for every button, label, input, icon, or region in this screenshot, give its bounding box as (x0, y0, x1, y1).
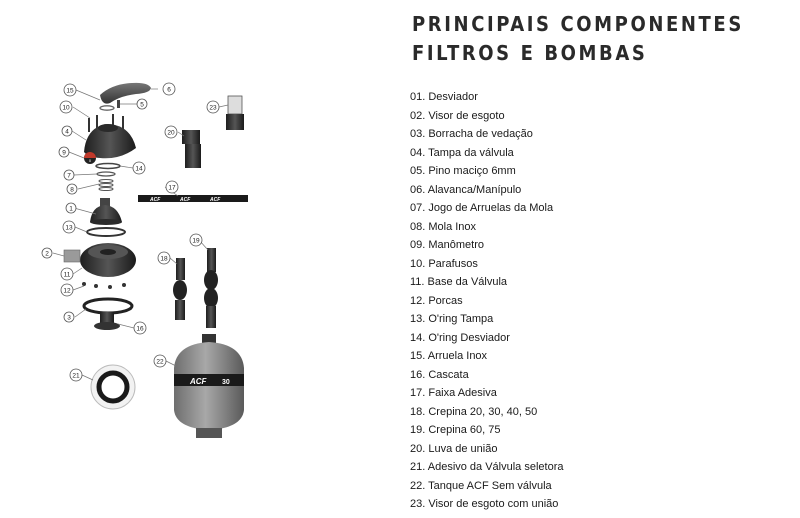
callout-8 (67, 184, 77, 194)
tank-size-label: 30 (222, 379, 230, 386)
cover-oring-part (87, 228, 125, 236)
part-item: 13. O'ring Tampa (410, 313, 494, 325)
callout-22 (154, 355, 166, 367)
svg-text:5: 5 (140, 101, 144, 109)
callout-19 (190, 234, 202, 246)
callout-17 (166, 181, 178, 193)
strip-label-2: ACF (180, 197, 191, 203)
part-item: 09. Manômetro (410, 239, 484, 251)
svg-text:4: 4 (65, 128, 69, 136)
strainer-20-50-part (173, 258, 187, 320)
part-item: 18. Crepina 20, 30, 40, 50 (410, 405, 538, 418)
part-item: 10. Parafusos (410, 257, 478, 270)
svg-text:11: 11 (63, 271, 71, 279)
callout-2 (42, 248, 52, 258)
part-item: 04. Tampa da válvula (410, 146, 514, 159)
callout-10 (60, 101, 72, 113)
part-item: 11. Base da Válvula (410, 276, 508, 288)
sealing-rubber-part (84, 299, 132, 313)
callout-14 (133, 162, 145, 174)
callout-6 (163, 83, 175, 95)
callout-21 (70, 369, 82, 381)
adhesive-strip-part (138, 195, 248, 203)
part-item: 20. Luva de união (410, 442, 498, 455)
svg-text:6: 6 (167, 86, 171, 94)
svg-text:22: 22 (156, 358, 164, 366)
svg-text:20: 20 (167, 129, 175, 137)
svg-text:2: 2 (45, 250, 49, 258)
drain-sight-glass-part (64, 250, 80, 262)
svg-text:16: 16 (136, 325, 144, 333)
page-title: PRINCIPAIS COMPONENTES FILTROS E BOMBAS (412, 12, 744, 65)
callout-18 (158, 252, 170, 264)
svg-text:19: 19 (192, 237, 200, 245)
part-item: 05. Pino maciço 6mm (410, 165, 516, 177)
callout-20 (165, 126, 177, 138)
callout-12 (61, 284, 73, 296)
callout-4 (62, 126, 72, 136)
diverter-part (90, 198, 122, 225)
strip-label-3: ACF (210, 197, 221, 203)
part-item: 23. Visor de esgoto com união (410, 498, 559, 510)
part-item: 01. Desviador (410, 91, 478, 103)
part-item: 02. Visor de esgoto (410, 109, 505, 122)
nuts-part (82, 282, 126, 289)
callout-9 (59, 147, 69, 157)
spring-part (99, 180, 113, 191)
part-item: 14. O'ring Desviador (410, 331, 510, 344)
svg-text:14: 14 (135, 165, 143, 173)
svg-text:10: 10 (62, 104, 70, 112)
callout-leader-lines (53, 86, 228, 380)
part-item: 16. Cascata (410, 368, 469, 381)
parts-list (410, 88, 564, 514)
svg-text:23: 23 (209, 104, 217, 112)
valve-sticker-part (91, 365, 135, 409)
cascade-part (94, 312, 120, 330)
strainer-60-75-part (204, 248, 218, 328)
part-item: 03. Borracha de vedação (410, 128, 533, 140)
part-item: 08. Mola Inox (410, 220, 477, 233)
pressure-gauge-part (84, 152, 96, 164)
part-item: 15. Arruela Inox (410, 350, 488, 362)
svg-text:17: 17 (168, 184, 176, 192)
part-item: 22. Tanque ACF Sem válvula (410, 479, 552, 492)
union-coupling-part (182, 130, 201, 168)
tank-brand-label: ACF (190, 377, 207, 386)
svg-text:7: 7 (67, 172, 71, 180)
diverter-oring-part (96, 164, 120, 169)
valve-base-part (80, 243, 136, 277)
svg-text:18: 18 (160, 255, 168, 263)
callout-3 (64, 312, 74, 322)
svg-text:12: 12 (63, 287, 71, 295)
spring-washers-part (97, 172, 115, 176)
callout-15 (64, 84, 76, 96)
sight-glass-union-part (226, 96, 244, 130)
svg-text:9: 9 (62, 149, 66, 157)
svg-text:15: 15 (66, 87, 74, 95)
callout-7 (64, 170, 74, 180)
callout-16 (134, 322, 146, 334)
strip-label-1: ACF (150, 197, 161, 203)
svg-text:13: 13 (65, 224, 73, 232)
stainless-washer-part (100, 106, 114, 110)
callout-5 (137, 99, 147, 109)
part-item: 06. Alavanca/Manípulo (410, 183, 522, 196)
svg-text:1: 1 (69, 205, 73, 213)
callout-1 (66, 203, 76, 213)
part-item: 19. Crepina 60, 75 (410, 424, 501, 436)
svg-text:3: 3 (67, 314, 71, 322)
gauge-label: 0 (88, 158, 92, 163)
acf-tank-part (174, 334, 244, 438)
callout-13 (63, 221, 75, 233)
svg-text:8: 8 (70, 186, 74, 194)
callout-23 (207, 101, 219, 113)
part-item: 17. Faixa Adesiva (410, 387, 497, 399)
svg-text:21: 21 (72, 372, 80, 380)
pin-part (117, 100, 120, 108)
callout-11 (61, 268, 73, 280)
part-item: 21. Adesivo da Válvula seletora (410, 461, 564, 473)
part-item: 12. Porcas (410, 294, 463, 307)
part-item: 07. Jogo de Arruelas da Mola (410, 202, 554, 214)
